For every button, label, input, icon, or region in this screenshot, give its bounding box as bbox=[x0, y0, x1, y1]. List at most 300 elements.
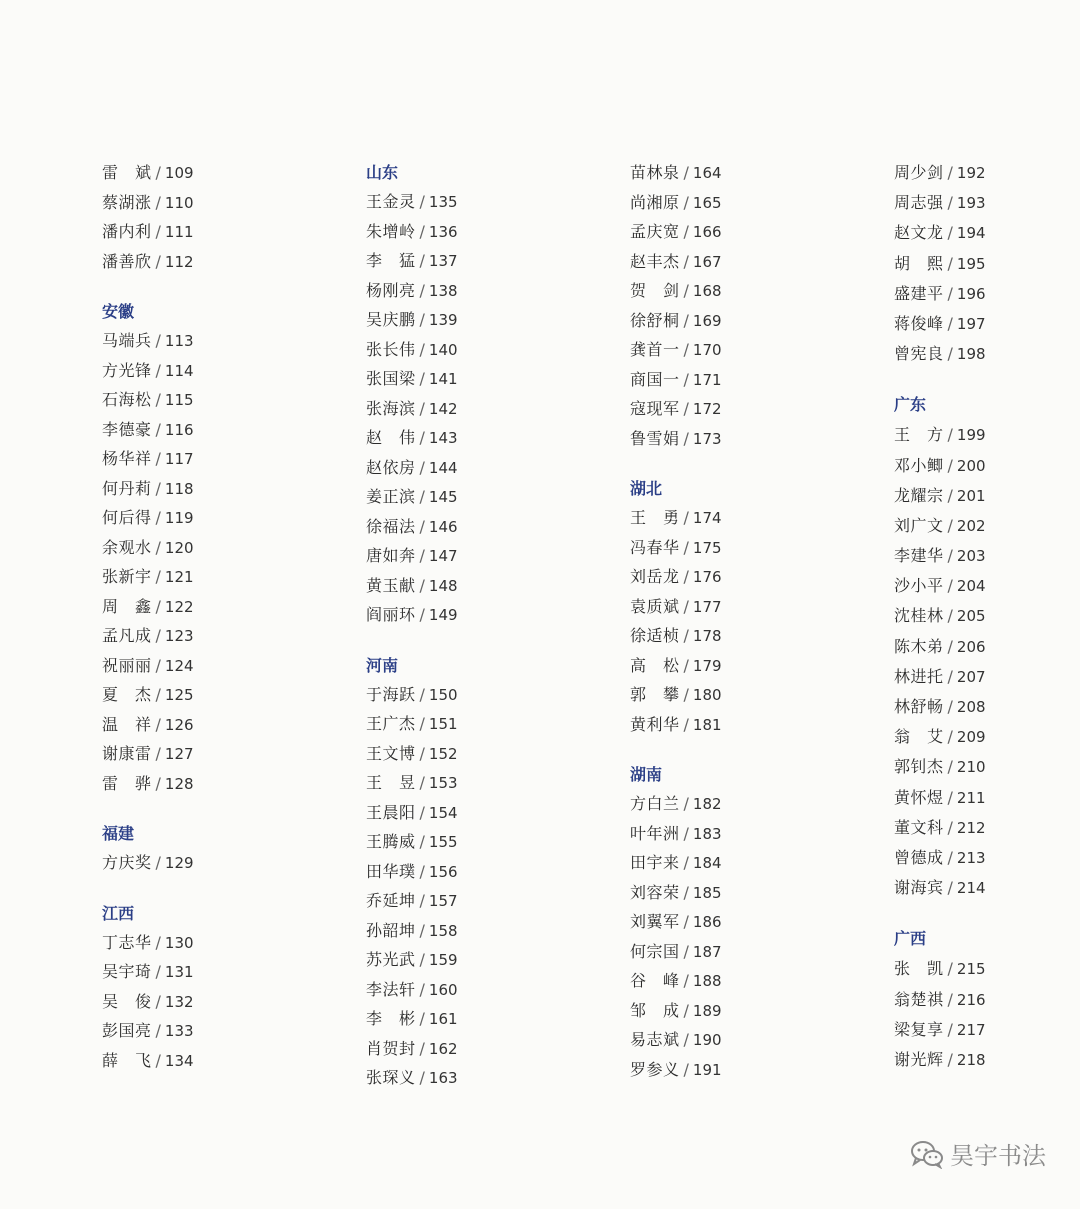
index-entry bbox=[630, 1055, 850, 1085]
entry-page-number: 200 bbox=[956, 456, 986, 475]
index-section bbox=[366, 651, 586, 1093]
index-entry bbox=[366, 364, 586, 394]
entry-separator: / bbox=[683, 163, 689, 182]
entry-separator: / bbox=[155, 331, 161, 350]
index-section bbox=[894, 158, 1080, 369]
entry-separator: / bbox=[947, 223, 953, 243]
index-entry bbox=[630, 424, 850, 454]
entry-page-number: 115 bbox=[164, 391, 194, 409]
entry-separator: / bbox=[155, 685, 161, 704]
entry-name: 苏光武 bbox=[366, 950, 416, 969]
entry-separator: / bbox=[155, 163, 161, 182]
entry-page-number: 122 bbox=[164, 597, 194, 616]
entry-separator: / bbox=[683, 369, 689, 389]
entry-separator: / bbox=[155, 932, 161, 952]
index-entry bbox=[894, 722, 1080, 752]
index-entry bbox=[102, 474, 322, 504]
index-entry bbox=[366, 571, 586, 601]
entry-separator: / bbox=[419, 773, 425, 792]
index-entry bbox=[102, 987, 322, 1017]
entry-name: 胡 熙 bbox=[894, 253, 944, 273]
entry-separator: / bbox=[419, 516, 425, 536]
entry-name: 赵依房 bbox=[366, 457, 416, 477]
entry-name: 高 松 bbox=[630, 655, 680, 675]
entry-separator: / bbox=[155, 449, 161, 468]
entry-name: 祝丽丽 bbox=[102, 655, 152, 675]
entry-page-number: 167 bbox=[692, 252, 722, 271]
index-entry bbox=[366, 857, 586, 887]
entry-name: 谢海宾 bbox=[894, 878, 944, 898]
entry-page-number: 144 bbox=[428, 458, 458, 477]
entry-page-number: 149 bbox=[428, 606, 458, 624]
section-title: 江西 bbox=[102, 903, 135, 923]
entry-page-number: 192 bbox=[956, 164, 986, 182]
entry-name: 王金灵 bbox=[366, 192, 416, 211]
entry-page-number: 190 bbox=[692, 1031, 722, 1049]
entry-page-number: 184 bbox=[692, 854, 722, 872]
index-section bbox=[102, 158, 322, 276]
entry-page-number: 209 bbox=[956, 728, 986, 747]
entry-separator: / bbox=[155, 744, 161, 763]
entry-page-number: 123 bbox=[164, 627, 194, 645]
entry-separator: / bbox=[683, 912, 689, 931]
entry-separator: / bbox=[419, 369, 425, 388]
index-section bbox=[630, 474, 850, 739]
entry-name: 丁志华 bbox=[102, 932, 152, 952]
entry-page-number: 217 bbox=[956, 1020, 986, 1039]
entry-page-number: 169 bbox=[692, 311, 722, 330]
entry-name: 李德豪 bbox=[102, 419, 152, 439]
entry-separator: / bbox=[419, 743, 425, 763]
index-entry bbox=[366, 739, 586, 769]
entry-name: 王腾威 bbox=[366, 832, 416, 851]
entry-name: 周少剑 bbox=[894, 163, 944, 182]
entry-name: 郭 攀 bbox=[630, 685, 680, 704]
entry-name: 徐福法 bbox=[366, 516, 416, 536]
index-entry bbox=[630, 878, 850, 908]
entry-name: 叶年洲 bbox=[630, 823, 680, 843]
wechat-icon bbox=[910, 1139, 944, 1169]
entry-page-number: 124 bbox=[164, 656, 194, 675]
index-entry bbox=[630, 937, 850, 967]
index-entry bbox=[894, 954, 1080, 984]
entry-name: 寇现军 bbox=[630, 399, 680, 418]
entry-name: 张海滨 bbox=[366, 398, 416, 418]
entry-separator: / bbox=[155, 537, 161, 557]
index-entry bbox=[894, 571, 1080, 601]
entry-name: 苗林泉 bbox=[630, 163, 680, 182]
entry-separator: / bbox=[683, 567, 689, 586]
entry-page-number: 141 bbox=[428, 370, 458, 388]
entry-page-number: 154 bbox=[428, 803, 458, 822]
entry-name: 邓小鲫 bbox=[894, 455, 944, 475]
entry-page-number: 208 bbox=[956, 698, 986, 716]
index-entry bbox=[894, 1015, 1080, 1045]
entry-page-number: 182 bbox=[692, 795, 722, 813]
entry-name: 翁楚祺 bbox=[894, 989, 944, 1009]
entry-page-number: 195 bbox=[956, 254, 986, 273]
entry-page-number: 168 bbox=[692, 282, 722, 300]
entry-separator: / bbox=[683, 1000, 689, 1020]
entry-separator: / bbox=[683, 1030, 689, 1049]
entry-page-number: 210 bbox=[956, 758, 986, 777]
index-entry bbox=[894, 692, 1080, 722]
entry-separator: / bbox=[419, 832, 425, 851]
entry-separator: / bbox=[947, 787, 953, 807]
index-entry bbox=[630, 592, 850, 622]
entry-separator: / bbox=[947, 163, 953, 182]
index-entry bbox=[894, 752, 1080, 782]
entry-name: 董文科 bbox=[894, 817, 944, 837]
index-entry bbox=[102, 158, 322, 188]
entry-page-number: 126 bbox=[164, 715, 194, 734]
entry-name: 周 鑫 bbox=[102, 596, 152, 616]
entry-name: 蔡湖涨 bbox=[102, 192, 152, 212]
entry-separator: / bbox=[155, 962, 161, 981]
entry-page-number: 185 bbox=[692, 883, 722, 902]
entry-page-number: 134 bbox=[164, 1051, 194, 1070]
entry-name: 肖贺封 bbox=[366, 1038, 416, 1058]
index-column-4 bbox=[894, 158, 1080, 1096]
entry-separator: / bbox=[683, 882, 689, 902]
entry-separator: / bbox=[683, 399, 689, 418]
entry-page-number: 183 bbox=[692, 824, 722, 843]
entry-separator: / bbox=[947, 576, 953, 596]
entry-name: 徐舒桐 bbox=[630, 310, 680, 330]
index-entry bbox=[366, 709, 586, 739]
index-entry bbox=[102, 957, 322, 987]
index-entry bbox=[366, 453, 586, 483]
section-title: 安徽 bbox=[102, 302, 135, 321]
index-entry bbox=[630, 621, 850, 651]
entry-name: 鲁雪娟 bbox=[630, 428, 680, 448]
entry-page-number: 161 bbox=[428, 1010, 458, 1028]
entry-page-number: 178 bbox=[692, 627, 722, 645]
entry-separator: / bbox=[419, 1068, 425, 1087]
entry-name: 孙韶坤 bbox=[366, 920, 416, 940]
index-entry bbox=[630, 680, 850, 710]
entry-page-number: 150 bbox=[428, 685, 458, 704]
entry-name: 赵丰杰 bbox=[630, 251, 680, 271]
entry-page-number: 128 bbox=[164, 774, 194, 793]
section-title: 湖南 bbox=[630, 765, 663, 784]
entry-page-number: 194 bbox=[956, 224, 986, 243]
entry-name: 姜正滨 bbox=[366, 487, 416, 506]
entry-separator: / bbox=[419, 339, 425, 359]
entry-name: 雷 骅 bbox=[102, 773, 152, 793]
entry-name: 谷 峰 bbox=[630, 971, 680, 990]
entry-name: 何丹莉 bbox=[102, 478, 152, 498]
entry-separator: / bbox=[947, 606, 953, 626]
entry-page-number: 206 bbox=[956, 637, 986, 656]
entry-name: 吴 俊 bbox=[102, 991, 152, 1011]
entry-name: 蒋俊峰 bbox=[894, 313, 944, 333]
entry-page-number: 201 bbox=[956, 486, 986, 505]
entry-page-number: 157 bbox=[428, 892, 458, 910]
entry-name: 龚首一 bbox=[630, 340, 680, 359]
entry-page-number: 159 bbox=[428, 951, 458, 969]
entry-name: 沙小平 bbox=[894, 576, 944, 596]
entry-page-number: 135 bbox=[428, 193, 458, 211]
entry-separator: / bbox=[155, 714, 161, 734]
entry-name: 张新宇 bbox=[102, 567, 152, 586]
entry-name: 张长伟 bbox=[366, 339, 416, 359]
index-entry bbox=[630, 247, 850, 277]
entry-name: 赵 伟 bbox=[366, 428, 416, 447]
index-entry bbox=[102, 562, 322, 592]
index-entry bbox=[102, 1046, 322, 1076]
entry-separator: / bbox=[155, 360, 161, 380]
index-entry bbox=[630, 217, 850, 247]
section-title: 广西 bbox=[894, 929, 927, 949]
entry-name: 曾宪良 bbox=[894, 344, 944, 364]
index-entry bbox=[894, 541, 1080, 571]
entry-separator: / bbox=[947, 727, 953, 747]
entry-separator: / bbox=[419, 605, 425, 624]
entry-name: 谢光辉 bbox=[894, 1049, 944, 1069]
entry-page-number: 197 bbox=[956, 314, 986, 333]
entry-page-number: 113 bbox=[164, 332, 194, 350]
entry-page-number: 174 bbox=[692, 509, 722, 527]
entry-separator: / bbox=[947, 666, 953, 686]
index-entry bbox=[630, 789, 850, 819]
entry-separator: / bbox=[947, 425, 953, 445]
entry-page-number: 163 bbox=[428, 1069, 458, 1087]
entry-page-number: 170 bbox=[692, 341, 722, 359]
entry-separator: / bbox=[419, 979, 425, 999]
index-entry bbox=[366, 886, 586, 916]
entry-separator: / bbox=[683, 508, 689, 527]
entry-separator: / bbox=[683, 192, 689, 212]
entry-name: 林进托 bbox=[894, 666, 944, 686]
entry-page-number: 127 bbox=[164, 745, 194, 763]
index-entry bbox=[102, 739, 322, 769]
entry-separator: / bbox=[683, 537, 689, 557]
index-entry bbox=[366, 768, 586, 798]
entry-separator: / bbox=[155, 853, 161, 872]
entry-separator: / bbox=[947, 515, 953, 535]
index-entry bbox=[894, 985, 1080, 1015]
entry-name: 石海松 bbox=[102, 390, 152, 409]
entry-name: 朱增岭 bbox=[366, 221, 416, 241]
index-entry bbox=[630, 1025, 850, 1055]
entry-page-number: 213 bbox=[956, 848, 986, 867]
index-column-1 bbox=[102, 158, 322, 1096]
entry-separator: / bbox=[419, 920, 425, 940]
entry-separator: / bbox=[683, 971, 689, 990]
index-entry bbox=[630, 966, 850, 996]
index-entry bbox=[366, 1034, 586, 1064]
entry-name: 田宇来 bbox=[630, 853, 680, 872]
entry-separator: / bbox=[419, 398, 425, 418]
index-entry bbox=[366, 512, 586, 542]
entry-separator: / bbox=[947, 546, 953, 566]
entry-separator: / bbox=[947, 193, 953, 213]
entry-page-number: 155 bbox=[428, 833, 458, 851]
index-entry bbox=[894, 451, 1080, 481]
index-entry bbox=[102, 710, 322, 740]
entry-name: 张国梁 bbox=[366, 369, 416, 388]
entry-separator: / bbox=[947, 344, 953, 364]
index-entry bbox=[630, 503, 850, 533]
index-entry bbox=[102, 503, 322, 533]
entry-separator: / bbox=[419, 861, 425, 881]
entry-name: 田华璞 bbox=[366, 861, 416, 881]
entry-separator: / bbox=[947, 757, 953, 777]
entry-name: 唐如奔 bbox=[366, 546, 416, 565]
index-entry bbox=[366, 827, 586, 857]
entry-name: 黄玉献 bbox=[366, 575, 416, 595]
index-entry bbox=[366, 423, 586, 453]
entry-separator: / bbox=[419, 802, 425, 822]
entry-separator: / bbox=[419, 192, 425, 211]
entry-name: 乔延坤 bbox=[366, 891, 416, 910]
index-section bbox=[894, 390, 1080, 903]
entry-page-number: 165 bbox=[692, 193, 722, 212]
entry-separator: / bbox=[419, 684, 425, 704]
index-entry bbox=[102, 415, 322, 445]
entry-page-number: 151 bbox=[428, 715, 458, 733]
entry-name: 吴宇琦 bbox=[102, 962, 152, 981]
entry-separator: / bbox=[419, 457, 425, 477]
entry-name: 潘内利 bbox=[102, 222, 152, 241]
entry-separator: / bbox=[947, 455, 953, 475]
index-entry bbox=[102, 592, 322, 622]
index-entry bbox=[366, 305, 586, 335]
index-entry bbox=[366, 335, 586, 365]
entry-page-number: 162 bbox=[428, 1039, 458, 1058]
entry-page-number: 146 bbox=[428, 517, 458, 536]
entry-name: 易志斌 bbox=[630, 1030, 680, 1049]
entry-page-number: 120 bbox=[164, 538, 194, 557]
entry-name: 雷 斌 bbox=[102, 163, 152, 182]
entry-page-number: 214 bbox=[956, 879, 986, 898]
entry-page-number: 152 bbox=[428, 744, 458, 763]
entry-separator: / bbox=[419, 251, 425, 270]
entry-page-number: 191 bbox=[692, 1060, 722, 1079]
entry-page-number: 132 bbox=[164, 992, 194, 1011]
index-entry bbox=[630, 335, 850, 365]
index-entry bbox=[630, 533, 850, 563]
entry-name: 陈木弟 bbox=[894, 636, 944, 656]
entry-page-number: 138 bbox=[428, 281, 458, 300]
entry-separator: / bbox=[155, 478, 161, 498]
entry-page-number: 212 bbox=[956, 818, 986, 837]
index-entry bbox=[630, 188, 850, 218]
index-entry bbox=[102, 680, 322, 710]
entry-separator: / bbox=[155, 773, 161, 793]
entry-page-number: 147 bbox=[428, 547, 458, 565]
entry-separator: / bbox=[155, 1050, 161, 1070]
index-entry bbox=[102, 848, 322, 878]
entry-name: 刘容荣 bbox=[630, 882, 680, 902]
entry-separator: / bbox=[155, 419, 161, 439]
entry-separator: / bbox=[419, 575, 425, 595]
entry-name: 贺 剑 bbox=[630, 281, 680, 300]
entry-separator: / bbox=[683, 853, 689, 872]
entry-name: 梁复享 bbox=[894, 1019, 944, 1039]
entry-page-number: 114 bbox=[164, 361, 194, 380]
entry-separator: / bbox=[155, 390, 161, 409]
entry-name: 谢康雷 bbox=[102, 744, 152, 763]
entry-page-number: 109 bbox=[164, 164, 194, 182]
index-entry bbox=[366, 916, 586, 946]
entry-name: 潘善欣 bbox=[102, 251, 152, 271]
entry-name: 盛建平 bbox=[894, 283, 944, 303]
entry-name: 王 勇 bbox=[630, 508, 680, 527]
entry-page-number: 145 bbox=[428, 488, 458, 506]
entry-separator: / bbox=[947, 283, 953, 303]
entry-name: 王文博 bbox=[366, 743, 416, 763]
index-entry bbox=[630, 562, 850, 592]
entry-name: 李 猛 bbox=[366, 251, 416, 270]
index-entry bbox=[102, 188, 322, 218]
index-section bbox=[630, 158, 850, 453]
entry-page-number: 199 bbox=[956, 426, 986, 445]
entry-separator: / bbox=[683, 428, 689, 448]
entry-name: 张琛义 bbox=[366, 1068, 416, 1087]
index-entry bbox=[630, 848, 850, 878]
index-entry bbox=[894, 279, 1080, 309]
index-entry bbox=[366, 394, 586, 424]
entry-separator: / bbox=[683, 794, 689, 813]
entry-page-number: 111 bbox=[164, 223, 194, 241]
entry-page-number: 188 bbox=[692, 972, 722, 990]
entry-page-number: 205 bbox=[956, 607, 986, 626]
entry-separator: / bbox=[947, 697, 953, 716]
entry-page-number: 164 bbox=[692, 164, 722, 182]
entry-page-number: 119 bbox=[164, 509, 194, 527]
entry-page-number: 139 bbox=[428, 311, 458, 329]
entry-page-number: 137 bbox=[428, 252, 458, 270]
index-section bbox=[630, 760, 850, 1084]
entry-separator: / bbox=[683, 310, 689, 330]
entry-page-number: 116 bbox=[164, 420, 194, 439]
index-entry bbox=[894, 873, 1080, 903]
entry-separator: / bbox=[683, 1059, 689, 1079]
index-section bbox=[102, 899, 322, 1076]
entry-separator: / bbox=[683, 222, 689, 241]
entry-name: 夏 杰 bbox=[102, 685, 152, 704]
index-entry bbox=[894, 339, 1080, 369]
entry-name: 余观水 bbox=[102, 537, 152, 557]
index-entry bbox=[894, 813, 1080, 843]
entry-name: 方白兰 bbox=[630, 794, 680, 813]
entry-name: 翁 艾 bbox=[894, 727, 944, 747]
entry-separator: / bbox=[419, 428, 425, 447]
entry-page-number: 187 bbox=[692, 942, 722, 961]
entry-name: 商国一 bbox=[630, 369, 680, 389]
entry-separator: / bbox=[155, 596, 161, 616]
entry-separator: / bbox=[947, 959, 953, 979]
index-entry bbox=[366, 680, 586, 710]
index-entry bbox=[366, 276, 586, 306]
watermark-text: 昊宇书法 bbox=[950, 1142, 1046, 1170]
entry-page-number: 153 bbox=[428, 774, 458, 792]
section-title: 河南 bbox=[366, 655, 399, 675]
entry-separator: / bbox=[947, 847, 953, 867]
index-entry bbox=[102, 1016, 322, 1046]
entry-separator: / bbox=[947, 636, 953, 656]
entry-name: 张 凯 bbox=[894, 959, 944, 979]
entry-page-number: 158 bbox=[428, 921, 458, 940]
entry-name: 黄怀煜 bbox=[894, 787, 944, 807]
index-entry bbox=[894, 249, 1080, 279]
entry-separator: / bbox=[155, 251, 161, 271]
entry-page-number: 148 bbox=[428, 576, 458, 595]
index-entry bbox=[894, 1045, 1080, 1075]
entry-name: 刘翼军 bbox=[630, 912, 680, 931]
